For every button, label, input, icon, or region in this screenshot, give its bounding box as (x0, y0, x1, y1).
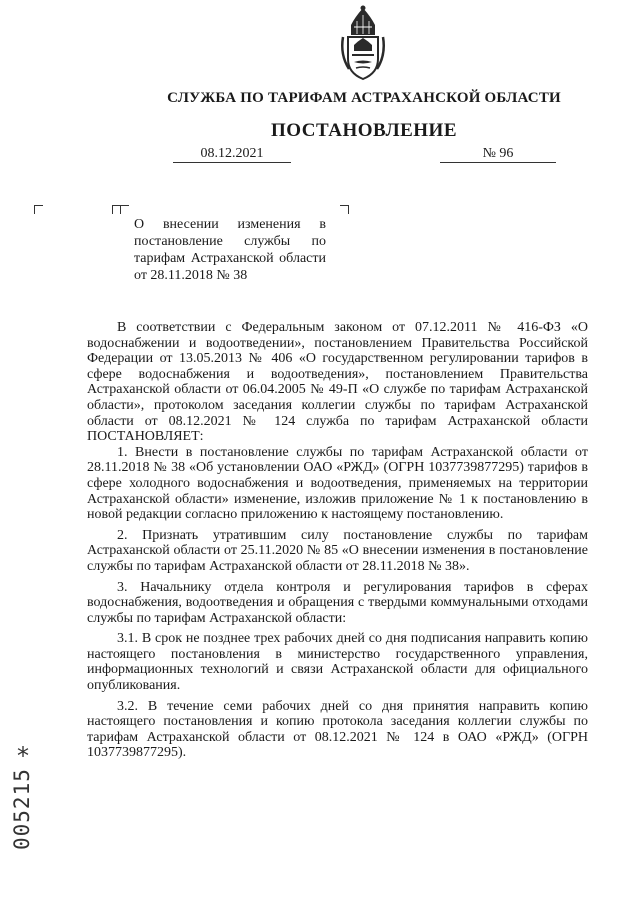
clause-1: 1. Внести в постановление службы по тарифам Астраханской области от 28.11.2018 № 38 «Об установлении ОАО «РЖД» (ОГРН 1037739877295) тарифов в сфере холодного водоснабжения и водоотведения, применяемых на территории Астраханской области» изменение, изложив приложение № 1 к постановлению в новой редакции согласно приложению к настоящему постановлению. (87, 444, 588, 523)
margin-serial-number: 005215 (10, 768, 34, 850)
corner-mark-subject-left-inner (120, 205, 129, 214)
corner-mark-subject-right (340, 205, 349, 214)
margin-asterisk: * (17, 742, 29, 770)
document-number: № 96 (440, 146, 556, 163)
document-type-title: ПОСТАНОВЛЕНИЕ (270, 120, 458, 141)
astrakhan-coat-of-arms-icon (337, 5, 389, 83)
document-body (87, 320, 588, 761)
clause-3-1: 3.1. В срок не позднее трех рабочих дней со дня подписания направить копию настоящего постановления в министерство государственного управления, информационных технологий и связи Астраханской области для официального опубликования. (87, 631, 588, 694)
clause-3-2: 3.2. В течение семи рабочих дней со дня принятия направить копию настоящего постановления и копию протокола заседания коллегии службы по тарифам Астраханской области от 08.12.2021 № 124 в ОАО «РЖД» (ОГРН 1037739877295). (87, 698, 588, 761)
clause-3: 3. Начальнику отдела контроля и регулирования тарифов в сферах водоснабжения, водоотведения и обращения с твердыми коммунальными отходами службы по тарифам Астраханской области: (87, 579, 588, 626)
document-date: 08.12.2021 (173, 146, 291, 163)
clause-2: 2. Признать утратившим силу постановление службы по тарифам Астраханской области от 25.11.2020 № 85 «О внесении изменения в постановление службы по тарифам Астраханской области от 28.11.2018 № 38». (87, 527, 588, 574)
preamble-paragraph: В соответствии с Федеральным законом от 07.12.2011 № 416-ФЗ «О водоснабжении и водоотведении», постановлением Правительства Российской Федерации от 13.05.2013 № 406 «О государственном регулировании тарифов в сфере водоснабжения и водоотведения», постановлением Правительства Астраханской области от 06.04.2005 № 49-П «О службе по тарифам Астраханской области», протоколом заседания коллегии службы по тарифам Астраханской области от 08.12.2021 № 124 служба по тарифам Астраханской области ПОСТАНОВЛЯЕТ: (87, 320, 588, 445)
corner-mark-left (34, 205, 43, 214)
document-subject: О внесении изменения в постановление службы по тарифам Астраханской области от 28.11.2018 № 38 (134, 217, 326, 283)
organization-name: СЛУЖБА ПО ТАРИФАМ АСТРАХАНСКОЙ ОБЛАСТИ (167, 90, 561, 106)
